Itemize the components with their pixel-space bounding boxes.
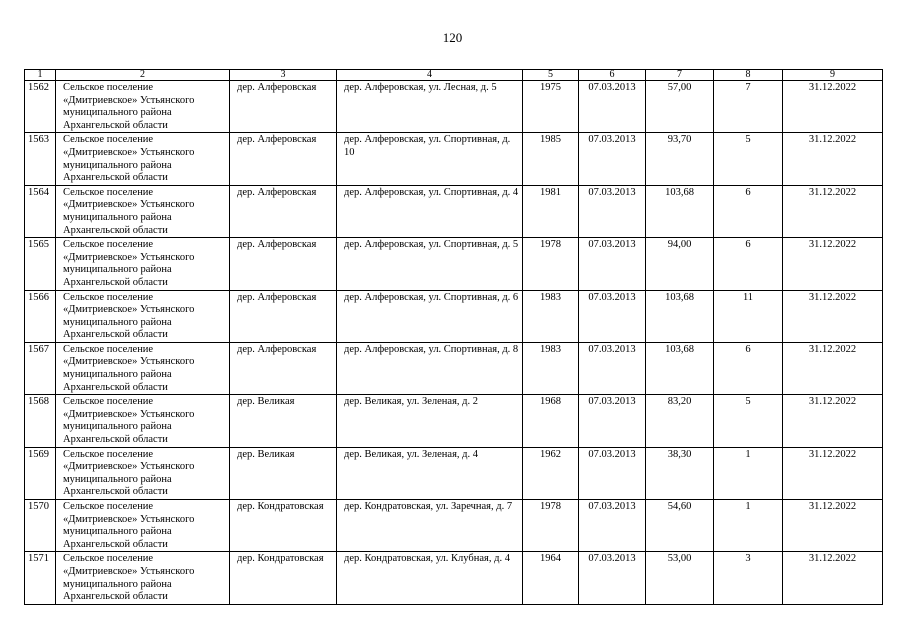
- cell-settlement: дер. Алферовская: [230, 81, 337, 133]
- column-header: 8: [714, 70, 783, 81]
- cell-date: 07.03.2013: [579, 500, 646, 552]
- column-header: 6: [579, 70, 646, 81]
- cell-area: 103,68: [646, 290, 714, 342]
- cell-deadline: 31.12.2022: [783, 395, 883, 447]
- cell-owner: Сельское поселение «Дмитриевское» Устьянского муниципального района Архангельской области: [56, 395, 230, 447]
- table-row: [25, 238, 883, 290]
- cell-area: 53,00: [646, 552, 714, 604]
- cell-deadline: 31.12.2022: [783, 552, 883, 604]
- cell-date: 07.03.2013: [579, 185, 646, 237]
- cell-deadline: 31.12.2022: [783, 500, 883, 552]
- cell-area: 57,00: [646, 81, 714, 133]
- table-row: [25, 395, 883, 447]
- cell-count: 3: [714, 552, 783, 604]
- cell-count: 11: [714, 290, 783, 342]
- column-header: 3: [230, 70, 337, 81]
- cell-date: 07.03.2013: [579, 395, 646, 447]
- cell-number: 1562: [25, 81, 56, 133]
- cell-number: 1570: [25, 500, 56, 552]
- cell-area: 103,68: [646, 342, 714, 394]
- housing-registry-table: [24, 69, 883, 605]
- cell-number: 1571: [25, 552, 56, 604]
- cell-area: 54,60: [646, 500, 714, 552]
- table-header-row: [25, 70, 883, 81]
- cell-settlement: дер. Алферовская: [230, 133, 337, 185]
- cell-date: 07.03.2013: [579, 447, 646, 499]
- cell-address: дер. Алферовская, ул. Спортивная, д. 8: [337, 342, 523, 394]
- cell-owner: Сельское поселение «Дмитриевское» Устьянского муниципального района Архангельской области: [56, 290, 230, 342]
- cell-settlement: дер. Алферовская: [230, 238, 337, 290]
- cell-area: 83,20: [646, 395, 714, 447]
- cell-count: 5: [714, 395, 783, 447]
- cell-year: 1983: [523, 290, 579, 342]
- cell-area: 94,00: [646, 238, 714, 290]
- cell-settlement: дер. Кондратовская: [230, 552, 337, 604]
- cell-count: 6: [714, 238, 783, 290]
- table-row: [25, 552, 883, 604]
- table-row: [25, 500, 883, 552]
- cell-year: 1975: [523, 81, 579, 133]
- cell-number: 1568: [25, 395, 56, 447]
- cell-address: дер. Великая, ул. Зеленая, д. 4: [337, 447, 523, 499]
- cell-deadline: 31.12.2022: [783, 133, 883, 185]
- cell-year: 1968: [523, 395, 579, 447]
- cell-date: 07.03.2013: [579, 238, 646, 290]
- cell-deadline: 31.12.2022: [783, 238, 883, 290]
- cell-year: 1964: [523, 552, 579, 604]
- cell-area: 93,70: [646, 133, 714, 185]
- table-row: [25, 185, 883, 237]
- cell-address: дер. Алферовская, ул. Спортивная, д. 5: [337, 238, 523, 290]
- cell-year: 1978: [523, 500, 579, 552]
- cell-address: дер. Алферовская, ул. Спортивная, д. 10: [337, 133, 523, 185]
- cell-deadline: 31.12.2022: [783, 290, 883, 342]
- cell-owner: Сельское поселение «Дмитриевское» Устьянского муниципального района Архангельской области: [56, 185, 230, 237]
- cell-address: дер. Алферовская, ул. Спортивная, д. 4: [337, 185, 523, 237]
- column-header: 4: [337, 70, 523, 81]
- cell-year: 1981: [523, 185, 579, 237]
- cell-area: 103,68: [646, 185, 714, 237]
- cell-owner: Сельское поселение «Дмитриевское» Устьянского муниципального района Архангельской области: [56, 133, 230, 185]
- cell-owner: Сельское поселение «Дмитриевское» Устьянского муниципального района Архангельской области: [56, 81, 230, 133]
- cell-address: дер. Кондратовская, ул. Заречная, д. 7: [337, 500, 523, 552]
- cell-count: 6: [714, 342, 783, 394]
- cell-date: 07.03.2013: [579, 81, 646, 133]
- cell-address: дер. Алферовская, ул. Спортивная, д. 6: [337, 290, 523, 342]
- cell-owner: Сельское поселение «Дмитриевское» Устьянского муниципального района Архангельской области: [56, 342, 230, 394]
- table-row: [25, 342, 883, 394]
- cell-deadline: 31.12.2022: [783, 185, 883, 237]
- cell-settlement: дер. Алферовская: [230, 290, 337, 342]
- table-row: [25, 290, 883, 342]
- cell-owner: Сельское поселение «Дмитриевское» Устьянского муниципального района Архангельской области: [56, 500, 230, 552]
- cell-number: 1569: [25, 447, 56, 499]
- cell-year: 1983: [523, 342, 579, 394]
- cell-deadline: 31.12.2022: [783, 447, 883, 499]
- cell-deadline: 31.12.2022: [783, 81, 883, 133]
- cell-date: 07.03.2013: [579, 133, 646, 185]
- cell-year: 1978: [523, 238, 579, 290]
- cell-address: дер. Алферовская, ул. Лесная, д. 5: [337, 81, 523, 133]
- cell-number: 1565: [25, 238, 56, 290]
- cell-address: дер. Великая, ул. Зеленая, д. 2: [337, 395, 523, 447]
- cell-settlement: дер. Великая: [230, 395, 337, 447]
- cell-address: дер. Кондратовская, ул. Клубная, д. 4: [337, 552, 523, 604]
- column-header: 7: [646, 70, 714, 81]
- cell-number: 1563: [25, 133, 56, 185]
- cell-settlement: дер. Великая: [230, 447, 337, 499]
- column-header: 2: [56, 70, 230, 81]
- cell-area: 38,30: [646, 447, 714, 499]
- cell-year: 1985: [523, 133, 579, 185]
- cell-settlement: дер. Кондратовская: [230, 500, 337, 552]
- column-header: 5: [523, 70, 579, 81]
- column-header: 9: [783, 70, 883, 81]
- table-row: [25, 447, 883, 499]
- page-number: 120: [442, 30, 463, 45]
- cell-owner: Сельское поселение «Дмитриевское» Устьянского муниципального района Архангельской области: [56, 552, 230, 604]
- column-header: 1: [25, 70, 56, 81]
- cell-year: 1962: [523, 447, 579, 499]
- cell-count: 6: [714, 185, 783, 237]
- cell-count: 1: [714, 447, 783, 499]
- cell-count: 7: [714, 81, 783, 133]
- cell-number: 1566: [25, 290, 56, 342]
- cell-deadline: 31.12.2022: [783, 342, 883, 394]
- cell-count: 1: [714, 500, 783, 552]
- table-row: [25, 133, 883, 185]
- cell-number: 1567: [25, 342, 56, 394]
- cell-date: 07.03.2013: [579, 290, 646, 342]
- cell-date: 07.03.2013: [579, 342, 646, 394]
- cell-count: 5: [714, 133, 783, 185]
- table-row: [25, 81, 883, 133]
- cell-settlement: дер. Алферовская: [230, 342, 337, 394]
- cell-date: 07.03.2013: [579, 552, 646, 604]
- cell-number: 1564: [25, 185, 56, 237]
- cell-settlement: дер. Алферовская: [230, 185, 337, 237]
- cell-owner: Сельское поселение «Дмитриевское» Устьянского муниципального района Архангельской области: [56, 447, 230, 499]
- cell-owner: Сельское поселение «Дмитриевское» Устьянского муниципального района Архангельской области: [56, 238, 230, 290]
